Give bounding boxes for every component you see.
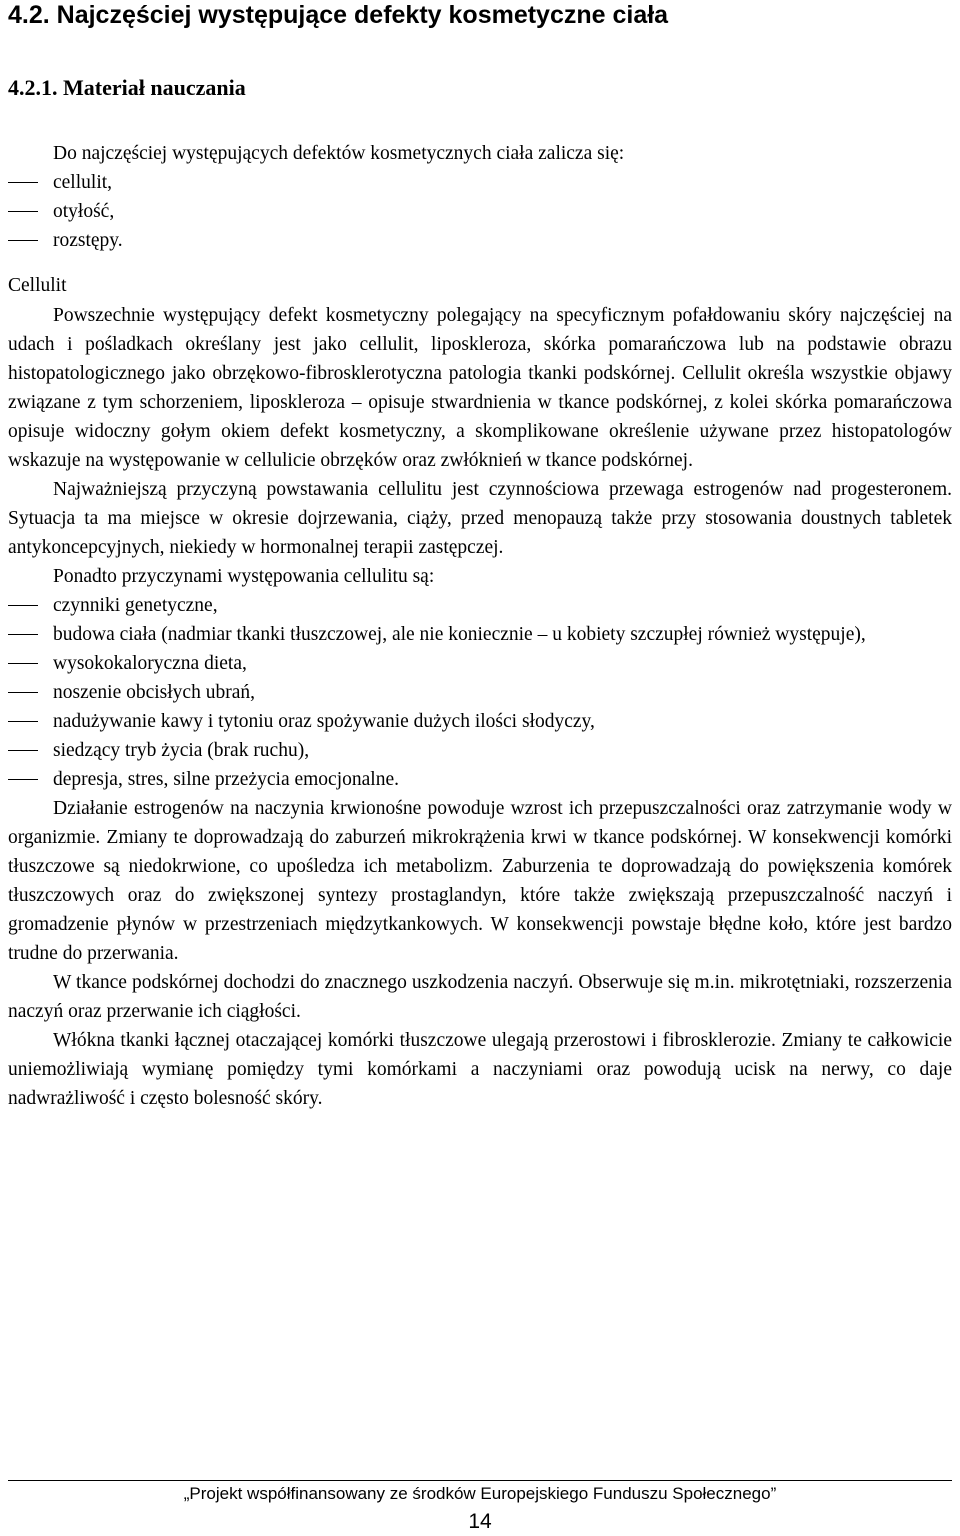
list-item: depresja, stres, silne przeżycia emocjonalne. bbox=[8, 765, 952, 794]
paragraph-estrogen-effects: Działanie estrogenów na naczynia krwionośne powoduje wzrost ich przepuszczalności oraz zatrzymanie wody w organizmie. Zmiany te doprowadzają do zaburzeń mikrokrążenia krwi w tkance podskórnej. W konsekwencji komórki tłuszczowe są niedokrwione, co upośledza ich metabolizm. Zaburzenia te doprowadzają do powiększenia komórek tłuszczowych oraz do zwiększonej syntezy prostaglandyn, które także zwiększają przepuszczalność naczyń i gromadzenie płynów w przestrzeniach międzytkankowych. W konsekwencji powstaje błędne koło, które jest bardzo trudne do przerwania. bbox=[8, 798, 952, 964]
intro-lead: Do najczęściej występujących defektów kosmetycznych ciała zalicza się: bbox=[53, 143, 625, 164]
paragraph-vessel-damage: W tkance podskórnej dochodzi do znacznego uszkodzenia naczyń. Obserwuje się m.in. mikrotętniaki, rozszerzenia naczyń oraz przerwanie ich ciągłości. bbox=[8, 972, 952, 1022]
list-item: wysokokaloryczna dieta, bbox=[8, 649, 952, 678]
paragraph-causes-intro: Ponadto przyczynami występowania cellulitu są: bbox=[53, 566, 435, 587]
list-item: czynniki genetyczne, bbox=[8, 591, 952, 620]
paragraph-hormones: Najważniejszą przyczyną powstawania cellulitu jest czynnościowa przewaga estrogenów nad progesteronem. Sytuacja ta ma miejsce w okresie dojrzewania, ciąży, przed menopauzą także przy stosowania doustnych tabletek antykoncepcyjnych, niekiedy w hormonalnej terapii zastępczej. bbox=[8, 479, 952, 558]
section-heading: 4.2. Najczęściej występujące defekty kosmetyczne ciała bbox=[8, 1, 669, 29]
page-number: 14 bbox=[468, 1510, 492, 1533]
paragraph-fibrosis: Włókna tkanki łącznej otaczającej komórki tłuszczowe ulegają przerostowi i fibrosklerozie. Zmiany te całkowicie uniemożliwiają wymianę pomiędzy tymi komórkami a naczyniami oraz powodują ucisk na nerwy, co daje nadwrażliwość i często bolesność skóry. bbox=[8, 1030, 952, 1109]
list-item: rozstępy. bbox=[8, 226, 952, 255]
list-item: siedzący tryb życia (brak ruchu), bbox=[8, 736, 952, 765]
footer-project-note: „Projekt współfinansowany ze środków Europejskiego Funduszu Społecznego” bbox=[183, 1484, 777, 1503]
intro-block bbox=[8, 139, 952, 255]
footer-divider bbox=[8, 1480, 952, 1481]
causes-list bbox=[8, 591, 952, 794]
list-item: nadużywanie kawy i tytoniu oraz spożywanie dużych ilości słodyczy, bbox=[8, 707, 952, 736]
list-item: otyłość, bbox=[8, 197, 952, 226]
list-item: budowa ciała (nadmiar tkanki tłuszczowej, ale nie koniecznie – u kobiety szczupłej również występuje), bbox=[8, 620, 952, 649]
defects-list bbox=[8, 168, 952, 255]
list-item: cellulit, bbox=[8, 168, 952, 197]
list-item: noszenie obcisłych ubrań, bbox=[8, 678, 952, 707]
paragraph-definition: Powszechnie występujący defekt kosmetyczny polegający na specyficznym pofałdowaniu skóry najczęściej na udach i pośladkach określany jest jako cellulit, liposkleroza, skórka pomarańczowa lub na podstawie obrazu histopatologicznego jako obrzękowo-fibrosklerotyczna patologia tkanki podskórnej. Cellulit określa wszystkie objawy związane z tym schorzeniem, liposkleroza – opisuje stwardnienia w tkance podskórnej, z kolei skórka pomarańczowa opisuje widoczny gołym okiem defekt kosmetyczny, a skomplikowane określenie używane przez histopatologów wskazuje na występowanie w cellulicie obrzęków oraz zwłóknień w tkance podskórnej. bbox=[8, 305, 952, 471]
subsection-heading: 4.2.1. Materiał nauczania bbox=[8, 75, 246, 100]
cellulite-title: Cellulit bbox=[8, 275, 67, 296]
cellulite-body bbox=[8, 301, 952, 1113]
